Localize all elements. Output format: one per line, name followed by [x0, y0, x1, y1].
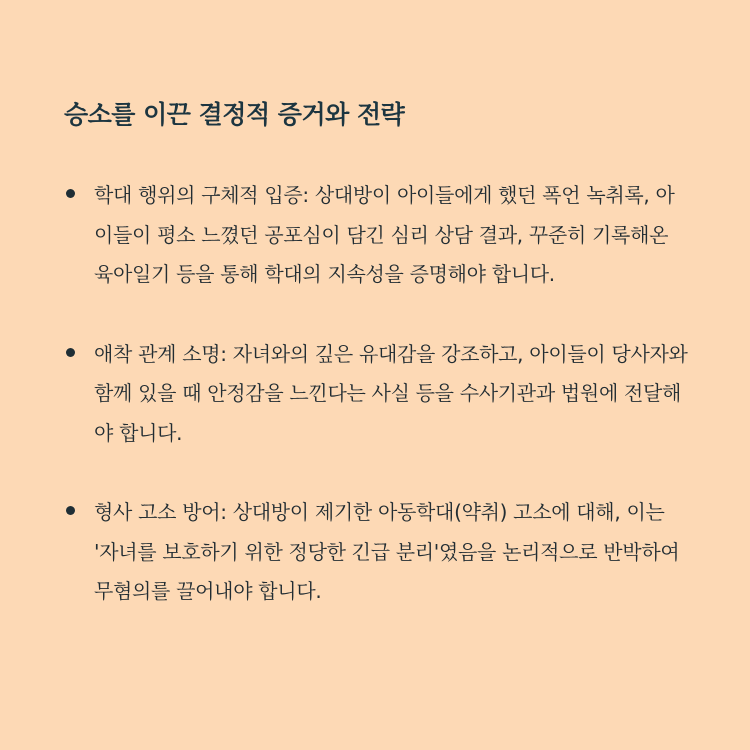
bullet-icon [66, 348, 75, 357]
list-item-text: 학대 행위의 구체적 입증: 상대방이 아이들에게 했던 폭언 녹취록, 아이들이 평소 느꼈던 공포심이 담긴 심리 상담 결과, 꾸준히 기록해온 육아일기 등을 통해 학대의 지속성을 증명해야 합니다. [94, 183, 675, 286]
list-item-text: 애착 관계 소명: 자녀와의 깊은 유대감을 강조하고, 아이들이 당사자와 함께 있을 때 안정감을 느낀다는 사실 등을 수사기관과 법원에 전달해야 합니다. [94, 341, 688, 445]
list-item [64, 176, 690, 295]
list-item [64, 335, 690, 454]
list-item-text: 형사 고소 방어: 상대방이 제기한 아동학대(약취) 고소에 대해, 이는 '자녀를 보호하기 위한 정당한 긴급 분리'였음을 논리적으로 반박하여 무혐의를 끌어내야 합니다. [94, 500, 680, 603]
bullet-icon [66, 506, 75, 515]
bullet-icon [66, 189, 75, 198]
list-item [64, 493, 690, 612]
page-title: 승소를 이끈 결정적 증거와 전략 [64, 100, 405, 129]
strategy-list [64, 176, 690, 612]
